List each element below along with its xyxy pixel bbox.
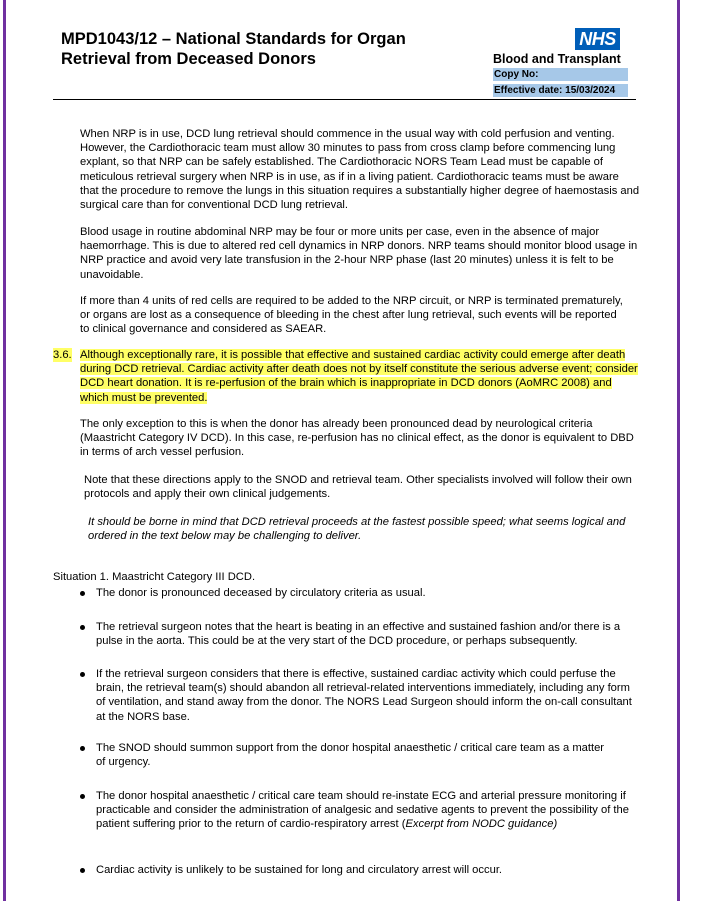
title-line-2: Retrieval from Deceased Donors bbox=[61, 50, 316, 68]
bullet-item: If the retrieval surgeon considers that there is effective, sustained cardiac activity which could perfuse the brain, the retrieval team(s) should abandon all retrieval-related interventions immediately, including any form of ventilation, and stand away from the donor. The NORS Lead Surgeon should inform the on-call consultant at the NORS base. bbox=[96, 668, 632, 723]
bullet-dot bbox=[80, 672, 85, 677]
paragraph-nrp-lung: When NRP is in use, DCD lung retrieval should commence in the usual way with cold perfusion and venting. However, the Cardiothoracic team must allow 30 minutes to pass from cross clamp before commencing lung explant, so that NRP can be safely established. The Cardiothoracic NORS Team Lead must be capable of meticulous retrieval surgery when NRP is in use, as if in a living patient. Cardiothoracic teams must be aware that the procedure to remove the lungs in this situation requires a substantially higher degree of haemostasis and surgical care than for conventional DCD lung retrieval. bbox=[80, 128, 640, 212]
bullet-dot bbox=[80, 625, 85, 630]
situation-heading: Situation 1. Maastricht Category III DCD. bbox=[53, 571, 256, 583]
paragraph-exception: The only exception to this is when the donor has already been pronounced dead by neurological criteria (Maastricht Category IV DCD). In this case, re-perfusion has no clinical effect, as the donor is equivalent to DBD in terms of arch vessel perfusion. bbox=[80, 418, 634, 459]
paragraph-red-cells: If more than 4 units of red cells are required to be added to the NRP circuit, or NRP is terminated prematurely, or organs are lost as a consequence of bleeding in the chest after lung retrieval, such events will be reported to clinical governance and considered as SAEAR. bbox=[80, 295, 623, 336]
document-title bbox=[61, 29, 461, 69]
header-divider bbox=[53, 99, 636, 100]
bullet-dot bbox=[80, 794, 85, 799]
paragraph-speed-caution: It should be borne in mind that DCD retrieval proceeds at the fastest possible speed; what seems logical and ordered in the text below may be challenging to deliver. bbox=[88, 516, 626, 543]
page-border-left bbox=[3, 0, 6, 901]
effective-date: Effective date: 15/03/2024 bbox=[493, 84, 628, 97]
section-number: 3.6. bbox=[53, 349, 72, 361]
bullet-item: The SNOD should summon support from the donor hospital anaesthetic / critical care team as a matter of urgency. bbox=[96, 742, 605, 769]
highlighted-text: Although exceptionally rare, it is possible that effective and sustained cardiac activity could emerge after death during DCD retrieval. Cardiac activity after death does not by itself constitute the serious adverse event; consider DCD heart donation. It is re-perfusion of the brain which is inappropriate in DCD donors (AoMRC 2008) and which must be prevented. bbox=[80, 349, 638, 404]
bullet-item: The donor is pronounced deceased by circulatory criteria as usual. bbox=[96, 587, 426, 599]
bullet-dot bbox=[80, 868, 85, 873]
paragraph-note: Note that these directions apply to the SNOD and retrieval team. Other specialists involved will follow their own protocols and apply their own clinical judgements. bbox=[84, 474, 632, 501]
bullet-item: The retrieval surgeon notes that the heart is beating in an effective and sustained fashion and/or there is a pulse in the aorta. This could be at the very start of the DCD procedure, or perhaps subsequently. bbox=[96, 621, 621, 648]
org-name: Blood and Transplant bbox=[493, 52, 621, 66]
bullet-dot bbox=[80, 591, 85, 596]
excerpt-citation: Excerpt from NODC guidance) bbox=[405, 818, 558, 831]
bullet-item: Cardiac activity is unlikely to be sustained for long and circulatory arrest will occur. bbox=[96, 864, 503, 876]
copy-number: Copy No: bbox=[493, 68, 628, 81]
bullet-dot bbox=[80, 746, 85, 751]
paragraph-blood-usage: Blood usage in routine abdominal NRP may be four or more units per case, even in the absence of major haemorrhage. This is due to altered red cell dynamics in NRP donors. NRP teams should monitor blood usage in NRP practice and avoid very late transfusion in the 2-hour NRP phase (last 20 minutes) unless it is felt to be unavoidable. bbox=[80, 226, 638, 281]
title-line-1: MPD1043/12 – National Standards for Organ bbox=[61, 30, 406, 48]
page-border-right bbox=[677, 0, 680, 901]
nhs-logo: NHS bbox=[575, 28, 620, 50]
bullet-item bbox=[96, 789, 641, 832]
paragraph-cardiac-activity bbox=[80, 348, 640, 405]
bullet-item-text: The donor hospital anaesthetic / critical care team should re-instate ECG and arterial pressure monitoring if practicable and consider the administration of analgesic and sedative agents to prevent the possibility of the patient suffering prior to the return of cardio-respiratory arrest ( bbox=[96, 790, 629, 831]
